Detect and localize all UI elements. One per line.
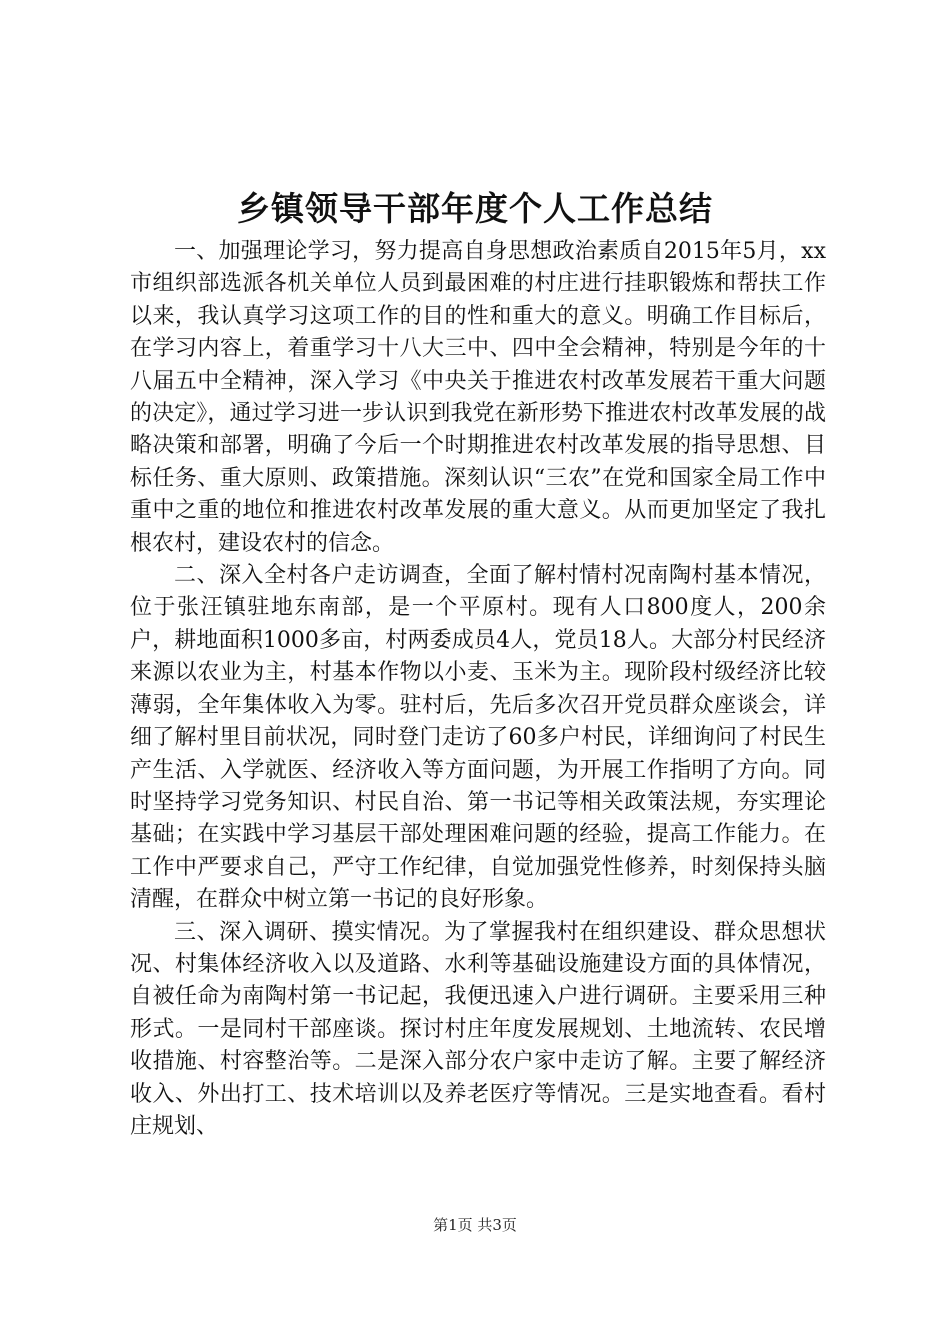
paragraph-2: 二、深入全村各户走访调查，全面了解村情村况南陶村基本情况，位于张汪镇驻地东南部，是一个平原村。现有人口800度人，200余户，耕地面积1000多亩，村两委成员4人，党员18人。大部分村民经济来源以农业为主，村基本作物以小麦、玉米为主。现阶段村级经济比较薄弱，全年集体收入为零。驻村后，先后多次召开党员群众座谈会，详细了解村里目前状况，同时登门走访了60多户村民，详细询问了村民生产生活、入学就医、经济收入等方面问题，为开展工作指明了方向。同时坚持学习党务知识、村民自治、第一书记等相关政策法规，夯实理论基础；在实践中学习基层干部处理困难问题的经验，提高工作能力。在工作中严要求自己，严守工作纪律，自觉加强党性修养，时刻保持头脑清醒，在群众中树立第一书记的良好形象。 — [130, 563, 826, 913]
document-title: 乡镇领导干部年度个人工作总结 — [237, 189, 713, 228]
document-body — [130, 236, 826, 1143]
paragraph-3: 三、深入调研、摸实情况。为了掌握我村在组织建设、群众思想状况、村集体经济收入以及道路、水利等基础设施建设方面的具体情况，自被任命为南陶村第一书记起，我便迅速入户进行调研。主要采用三种形式。一是同村干部座谈。探讨村庄年度发展规划、土地流转、农民增收措施、村容整治等。二是深入部分农户家中走访了解。主要了解经济收入、外出打工、技术培训以及养老医疗等情况。三是实地查看。看村庄规划、 — [130, 919, 826, 1139]
page-footer: 第1页 共3页 — [433, 1216, 517, 1234]
paragraph-1: 一、加强理论学习，努力提高自身思想政治素质自2015年5月，xx市组织部选派各机关单位人员到最困难的村庄进行挂职锻炼和帮扶工作以来，我认真学习这项工作的目的性和重大的意义。明确工作目标后，在学习内容上，着重学习十八大三中、四中全会精神，特别是今年的十八届五中全精神，深入学习《中央关于推进农村改革发展若干重大问题的决定》，通过学习进一步认识到我党在新形势下推进农村改革发展的战略决策和部署，明确了今后一个时期推进农村改革发展的指导思想、目标任务、重大原则、政策措施。深刻认识“三农”在党和国家全局工作中重中之重的地位和推进农村改革发展的重大意义。从而更加坚定了我扎根农村，建设农村的信念。 — [130, 239, 826, 556]
